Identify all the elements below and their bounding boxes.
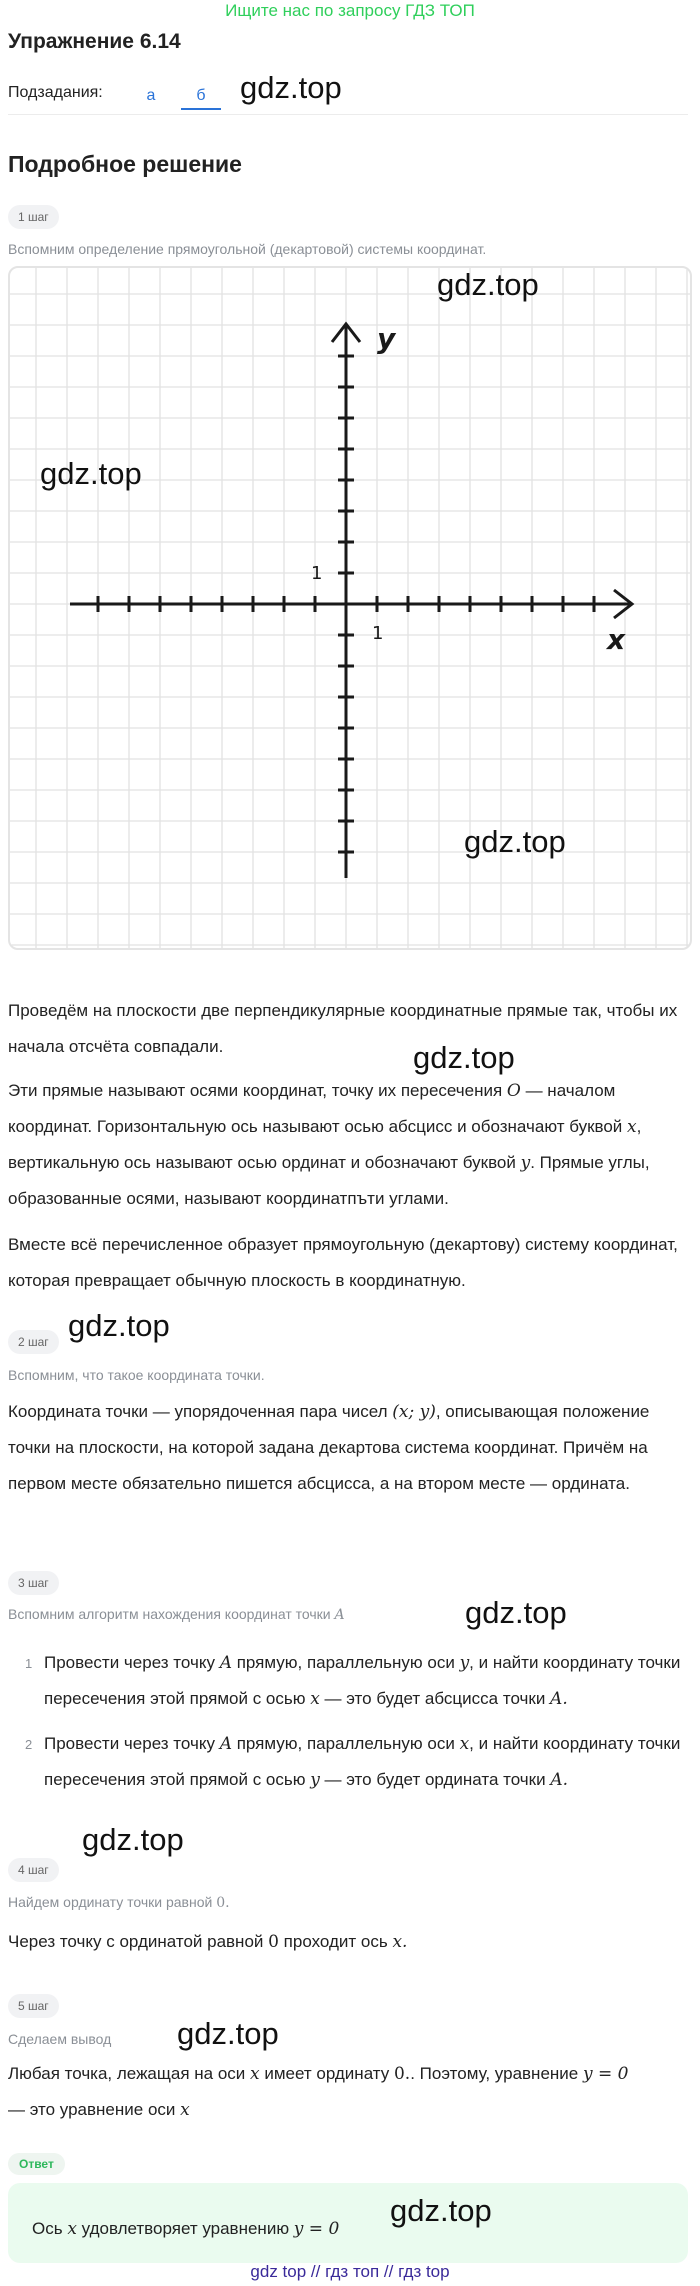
footer-links[interactable]: gdz top // гдз топ // гдз top (250, 2262, 450, 2281)
subtasks-divider (8, 114, 688, 115)
step-badge-2: 2 шаг (8, 1330, 59, 1354)
top-banner[interactable]: Ищите нас по запросу ГДЗ ТОП (225, 1, 475, 20)
paragraph-ordinate-zero: Через точку с ординатой равной 0 проходит ось x. (8, 1932, 408, 1952)
subtask-tab-a[interactable]: а (146, 87, 156, 104)
step-caption-1: Вспомним определение прямоугольной (декартовой) системы координат. (8, 241, 487, 257)
y-axis-label: y (377, 322, 396, 355)
answer-badge: Ответ (8, 2153, 65, 2175)
paragraph-point-coordinate: Координата точки — упорядоченная пара чисел (x; y), описывающая положение точки на плоскости, на которой задана декартова система координат. Причём на первом месте обязательно пишется абсцисса, а на втором месте — ордината. (8, 1402, 650, 1493)
watermark: gdz.top (464, 824, 566, 859)
watermark: gdz.top (240, 70, 342, 105)
step-badge-1: 1 шаг (8, 205, 59, 229)
step-caption-4: Найдем ординату точки равной 0. (8, 1894, 230, 1911)
paragraph-axes-definition: Эти прямые называют осями координат, точку их пересечения O — началом координат. Горизонтальную ось называют осью абсцисс и обозначают буквой x, вертикальную ось называют осью ординат и обозначают буквой y. Прямые углы, образованные осями, называют координатпъти углами. (8, 1081, 650, 1208)
watermark: gdz.top (82, 1822, 184, 1857)
step-badge-3: 3 шаг (8, 1571, 59, 1595)
subtasks-label: Подзадания: (8, 84, 103, 101)
x-unit-label: 1 (372, 623, 384, 644)
y-unit-label: 1 (311, 563, 323, 584)
solution-title: Подробное решение (8, 151, 242, 177)
x-axis-label: x (607, 623, 626, 656)
coordinate-plane (10, 268, 690, 948)
watermark: gdz.top (437, 267, 539, 302)
paragraph-system-summary: Вместе всё перечисленное образует прямоугольную (декартову) систему координат, которая превращает обычную плоскость в координатную. (8, 1235, 678, 1290)
list-number-2: 2 (25, 1737, 33, 1752)
step-badge-5: 5 шаг (8, 1994, 59, 2018)
watermark: gdz.top (177, 2016, 279, 2051)
watermark: gdz.top (390, 2193, 492, 2228)
list-item-abscissa: Провести через точку A прямую, параллельную оси y, и найти координату точки пересечения этой прямой с осью x — это будет абсцисса точки A. (44, 1653, 681, 1709)
watermark: gdz.top (413, 1040, 515, 1075)
subtask-tab-b[interactable]: б (181, 84, 221, 110)
step-badge-4: 4 шаг (8, 1858, 59, 1882)
list-number-1: 1 (25, 1656, 33, 1671)
step-caption-3: Вспомним алгоритм нахождения координат точки A (8, 1606, 345, 1623)
step-caption-2: Вспомним, что такое координата точки. (8, 1367, 265, 1383)
watermark: gdz.top (68, 1308, 170, 1343)
answer-text: Ось x удовлетворяет уравнению y = 0 (32, 2219, 340, 2239)
watermark: gdz.top (465, 1595, 567, 1630)
step-caption-5: Сделаем вывод (8, 2031, 112, 2047)
list-item-ordinate: Провести через точку A прямую, параллельную оси x, и найти координату точки пересечения этой прямой с осью y — это будет ордината точки A. (44, 1734, 681, 1790)
paragraph-conclusion: Любая точка, лежащая на оси x имеет ординату 0.. Поэтому, уравнение y = 0 — это уравнение оси x (8, 2064, 629, 2120)
coordinate-grid-figure (8, 266, 692, 950)
watermark: gdz.top (40, 456, 142, 491)
exercise-title: Упражнение 6.14 (8, 30, 181, 53)
paragraph-axes-intro: Проведём на плоскости две перпендикулярные координатные прямые так, чтобы их начала отсчёта совпадали. (8, 1001, 678, 1056)
